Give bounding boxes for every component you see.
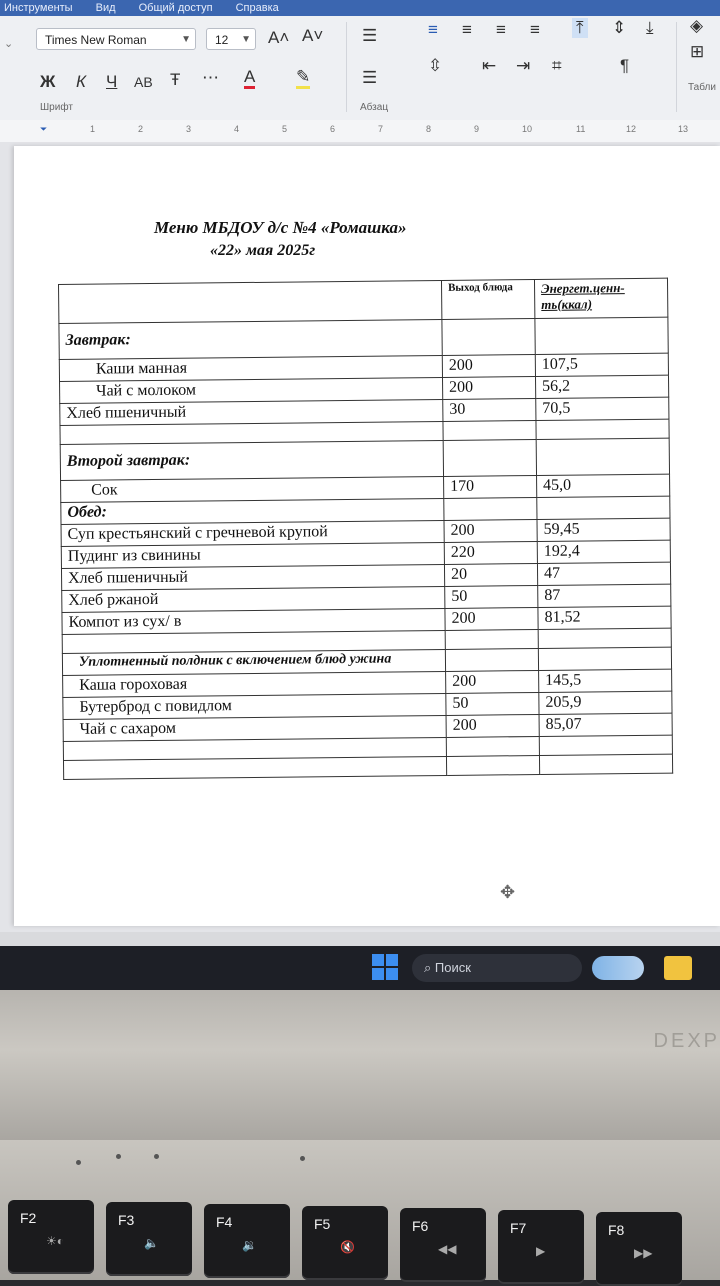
- empty-cell: [446, 755, 539, 775]
- cell-yield: 50: [446, 692, 539, 715]
- empty-cell: [537, 496, 670, 519]
- empty-cell: [536, 419, 669, 439]
- key-media-icon: ◀◀: [438, 1242, 457, 1256]
- cell-dish: Хлеб ржаной: [62, 586, 445, 612]
- font-name-value: Times New Roman: [45, 33, 147, 47]
- ruler-tick: 3: [186, 124, 192, 134]
- windows-start-icon[interactable]: [372, 954, 398, 980]
- brand-logo: DEXP: [653, 1030, 720, 1052]
- strike-icon[interactable]: Ŧ: [170, 70, 181, 89]
- ruler-tick: 4: [234, 124, 240, 134]
- search-label: Поиск: [434, 960, 471, 975]
- key-label: F5: [314, 1216, 331, 1232]
- move-handle-icon[interactable]: ✥: [500, 882, 516, 902]
- key-media-icon: ▶▶: [634, 1246, 653, 1260]
- function-key[interactable]: [596, 1212, 682, 1286]
- cell-dish: Завтрак:: [59, 319, 442, 359]
- menu-help[interactable]: Справка: [235, 2, 279, 14]
- key-label: F8: [608, 1222, 625, 1238]
- ruler-tick: 12: [626, 124, 637, 134]
- empty-cell: [443, 440, 536, 477]
- align-top-icon[interactable]: ⤒: [572, 18, 588, 38]
- ruler-tick: 1: [90, 124, 96, 134]
- cell-energy: 59,45: [537, 518, 670, 541]
- numbering-icon[interactable]: ☰: [362, 68, 378, 87]
- cell-dish: Компот из сух/ в: [62, 608, 445, 634]
- empty-cell: [442, 319, 535, 356]
- cell-energy: 56,2: [535, 375, 668, 398]
- chevron-down-icon: ▼: [181, 34, 191, 45]
- document-canvas[interactable]: [0, 142, 720, 932]
- cell-yield: 200: [442, 377, 535, 400]
- weather-widget-icon[interactable]: [592, 956, 644, 980]
- cell-yield: 20: [444, 563, 537, 586]
- cell-energy: 85,07: [539, 713, 672, 736]
- ruler-tick: 6: [330, 124, 336, 134]
- bullets-icon[interactable]: ☰: [362, 26, 378, 45]
- cell-energy: 47: [537, 562, 670, 585]
- cell-energy: 70,5: [536, 397, 669, 420]
- function-key[interactable]: [8, 1200, 94, 1274]
- cell-energy: 107,5: [535, 353, 668, 376]
- cell-dish: Бутерброд с повидлом: [63, 693, 446, 719]
- align-left-icon[interactable]: ≡: [428, 20, 438, 39]
- table-group-label: Табли: [688, 82, 716, 93]
- empty-cell: [539, 754, 672, 774]
- cell-yield: 200: [442, 355, 535, 378]
- key-media-icon: 🔈: [144, 1236, 159, 1250]
- app-menubar: [0, 0, 720, 16]
- line-spacing-icon[interactable]: ⇳: [428, 56, 443, 75]
- chevron-down-icon: ▼: [241, 34, 251, 45]
- borders-icon[interactable]: ⌗: [552, 56, 562, 75]
- header-dish: [59, 280, 442, 323]
- cell-yield: 200: [446, 714, 539, 737]
- key-media-icon: ☀◐: [46, 1234, 65, 1248]
- cell-dish: Каши манная: [59, 355, 442, 381]
- cell-yield: 200: [446, 670, 539, 693]
- font-group-label: Шрифт: [40, 102, 73, 113]
- function-key[interactable]: [204, 1204, 290, 1278]
- underline-button[interactable]: Ч: [106, 72, 118, 91]
- cell-dish: Хлеб пшеничный: [61, 564, 444, 590]
- key-label: F6: [412, 1218, 429, 1234]
- strikethrough-button[interactable]: АВ: [134, 74, 153, 90]
- key-label: F4: [216, 1214, 233, 1230]
- empty-cell: [445, 629, 538, 649]
- indicator-led: [116, 1154, 121, 1159]
- cell-dish: Пудинг из свинины: [61, 542, 444, 568]
- cell-dish: Сок: [61, 476, 444, 502]
- highlight-icon[interactable]: ✎: [296, 68, 310, 89]
- cell-energy: 81,52: [538, 606, 671, 629]
- empty-cell: [536, 438, 669, 475]
- indent-marker-icon[interactable]: ⏷: [40, 124, 48, 134]
- key-label: F7: [510, 1220, 527, 1236]
- laptop-hinge: [0, 990, 720, 1140]
- document-page[interactable]: [14, 146, 720, 926]
- file-explorer-icon[interactable]: [664, 956, 692, 980]
- indicator-led: [154, 1154, 159, 1159]
- empty-cell: [539, 735, 672, 755]
- align-right-icon[interactable]: ≡: [496, 20, 506, 39]
- cell-dish: Второй завтрак:: [60, 440, 443, 480]
- horizontal-ruler[interactable]: [0, 120, 720, 143]
- empty-cell: [445, 648, 538, 671]
- menu-share[interactable]: Общий доступ: [138, 2, 213, 14]
- cell-yield: 200: [444, 519, 537, 542]
- cell-energy: 145,5: [539, 669, 672, 692]
- font-name-select[interactable]: [36, 28, 196, 50]
- ribbon-toolbar: [0, 16, 720, 121]
- menu-view[interactable]: Вид: [95, 2, 116, 14]
- cell-energy: 45,0: [537, 474, 670, 497]
- key-media-icon: ▶: [536, 1244, 546, 1258]
- ribbon-separator: [676, 22, 677, 112]
- decrease-indent-icon[interactable]: ⇤: [482, 56, 497, 75]
- more-icon[interactable]: ⋯: [202, 68, 219, 87]
- menu-tools[interactable]: Инструменты: [4, 2, 73, 14]
- table-header-row: [59, 278, 668, 323]
- header-yield: Выход блюда: [441, 280, 534, 320]
- cell-dish: Чай с сахаром: [63, 715, 446, 741]
- pilcrow-icon[interactable]: ¶: [620, 56, 630, 75]
- bold-button[interactable]: Ж: [40, 72, 56, 91]
- ruler-tick: 13: [678, 124, 689, 134]
- cell-energy: 205,9: [539, 691, 672, 714]
- ruler-tick: 10: [522, 124, 533, 134]
- grow-font-icon[interactable]: A˄: [268, 28, 290, 47]
- cell-dish: Уплотненный полдник с включением блюд ужина: [62, 649, 445, 675]
- function-key[interactable]: [106, 1202, 192, 1276]
- ruler-tick: 2: [138, 124, 144, 134]
- paragraph-group-label: Абзац: [360, 102, 389, 113]
- function-key[interactable]: [400, 1208, 486, 1282]
- ruler-tick: 11: [576, 124, 586, 134]
- header-energy: Энергет.ценн-ть(ккал): [534, 278, 667, 318]
- key-label: F3: [118, 1212, 135, 1228]
- menu-table[interactable]: [58, 278, 673, 780]
- empty-cell: [538, 647, 671, 670]
- cell-dish: Чай с молоком: [60, 377, 443, 403]
- key-media-icon: 🔉: [242, 1238, 257, 1252]
- empty-cell: [63, 756, 446, 779]
- collapse-chevron-icon[interactable]: ⌄: [4, 38, 14, 50]
- font-size-select[interactable]: [206, 28, 256, 50]
- shading-icon[interactable]: ◈: [690, 16, 704, 35]
- document-date: «22» мая 2025г: [210, 242, 316, 259]
- cell-yield: 220: [444, 541, 537, 564]
- cell-energy: 192,4: [537, 540, 670, 563]
- cell-yield: 200: [445, 607, 538, 630]
- italic-button[interactable]: К: [76, 72, 87, 91]
- function-key[interactable]: [498, 1210, 584, 1284]
- search-icon: ⌕: [424, 960, 435, 975]
- cell-yield: 170: [444, 475, 537, 498]
- ribbon-separator: [346, 22, 347, 112]
- cell-yield: 30: [443, 399, 536, 422]
- key-media-icon: 🔇: [340, 1240, 355, 1254]
- ruler-tick: 9: [474, 124, 480, 134]
- table-grid-icon[interactable]: ⊞: [690, 42, 705, 61]
- menu-table-body: [59, 317, 673, 779]
- status-bar: [0, 932, 720, 946]
- font-color-icon[interactable]: A: [244, 68, 255, 89]
- taskbar: [0, 946, 720, 990]
- cell-energy: 87: [538, 584, 671, 607]
- empty-cell: [446, 736, 539, 756]
- cell-dish: Каша гороховая: [63, 671, 446, 697]
- font-size-value: 12: [215, 33, 229, 47]
- align-center-icon[interactable]: ≡: [462, 20, 472, 39]
- indicator-led: [76, 1160, 81, 1165]
- key-label: F2: [20, 1210, 37, 1226]
- ruler-tick: 8: [426, 124, 432, 134]
- align-bottom-icon[interactable]: ⤓: [646, 18, 654, 37]
- taskbar-search[interactable]: [412, 954, 582, 982]
- empty-cell: [444, 497, 537, 520]
- microphone-icon: [300, 1156, 305, 1161]
- shrink-font-icon[interactable]: A˅: [302, 26, 324, 45]
- justify-icon[interactable]: ≡: [530, 20, 540, 39]
- cell-dish: Хлеб пшеничный: [60, 399, 443, 425]
- function-key[interactable]: [302, 1206, 388, 1280]
- ruler-tick: 5: [282, 124, 288, 134]
- empty-cell: [535, 317, 668, 354]
- empty-cell: [538, 628, 671, 648]
- increase-indent-icon[interactable]: ⇥: [516, 56, 531, 75]
- cell-yield: 50: [445, 585, 538, 608]
- laptop-keyboard: [0, 1140, 720, 1280]
- align-middle-icon[interactable]: ⇕: [612, 18, 627, 37]
- ruler-tick: 7: [378, 124, 384, 134]
- cell-dish: Обед:: [61, 498, 444, 524]
- empty-cell: [443, 421, 536, 441]
- cell-dish: Суп крестьянский с гречневой крупой: [61, 520, 444, 546]
- document-title: Меню МБДОУ д/с №4 «Ромашка»: [154, 218, 407, 237]
